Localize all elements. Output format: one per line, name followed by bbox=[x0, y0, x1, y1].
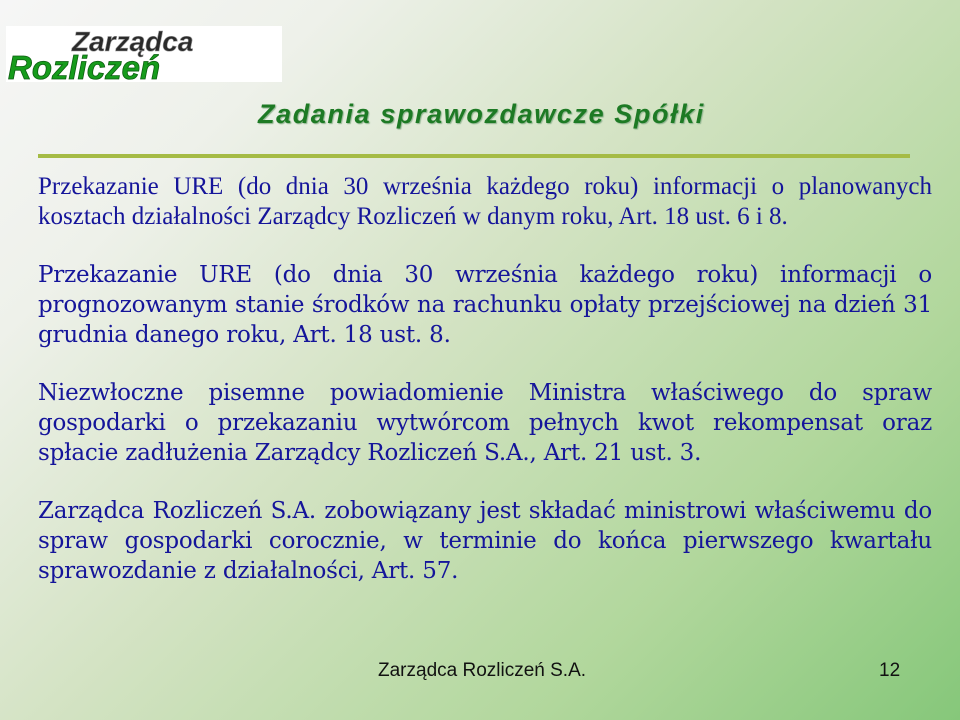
paragraph-1: Przekazanie URE (do dnia 30 września każdego roku) informacji o planowanych kosztach działalności Zarządcy Rozliczeń w danym roku, Art. 18 ust. 6 i 8. bbox=[38, 173, 932, 230]
footer-company: Zarządca Rozliczeń S.A. bbox=[378, 660, 587, 681]
paragraph-4: Zarządca Rozliczeń S.A. zobowiązany jest składać ministrowi właściwemu do spraw gospodarki corocznie, w terminie do końca pierwszego kwartału sprawozdanie z działalności, Art. 57. bbox=[38, 498, 932, 584]
paragraph-2: Przekazanie URE (do dnia 30 września każdego roku) informacji o prognozowanym stanie środków na rachunku opłaty przejściowej na dzień 31 grudnia danego roku, Art. 18 ust. 8. bbox=[38, 262, 932, 348]
logo-line2: Rozliczeń bbox=[8, 49, 161, 82]
company-logo bbox=[6, 26, 282, 82]
paragraph-3: Niezwłoczne pisemne powiadomienie Ministra właściwego do spraw gospodarki o przekazaniu wytwórcom pełnych kwot rekompensat oraz spłacie zadłużenia Zarządcy Rozliczeń S.A., Art. 21 ust. 3. bbox=[38, 380, 932, 466]
page-number: 12 bbox=[879, 660, 901, 681]
title-divider bbox=[38, 154, 910, 158]
logo-graphic bbox=[6, 26, 282, 82]
slide-title: Zadania sprawozdawcze Spółki bbox=[258, 99, 705, 129]
logo-line1: Zarządca bbox=[72, 26, 194, 57]
slide-content bbox=[38, 172, 932, 614]
